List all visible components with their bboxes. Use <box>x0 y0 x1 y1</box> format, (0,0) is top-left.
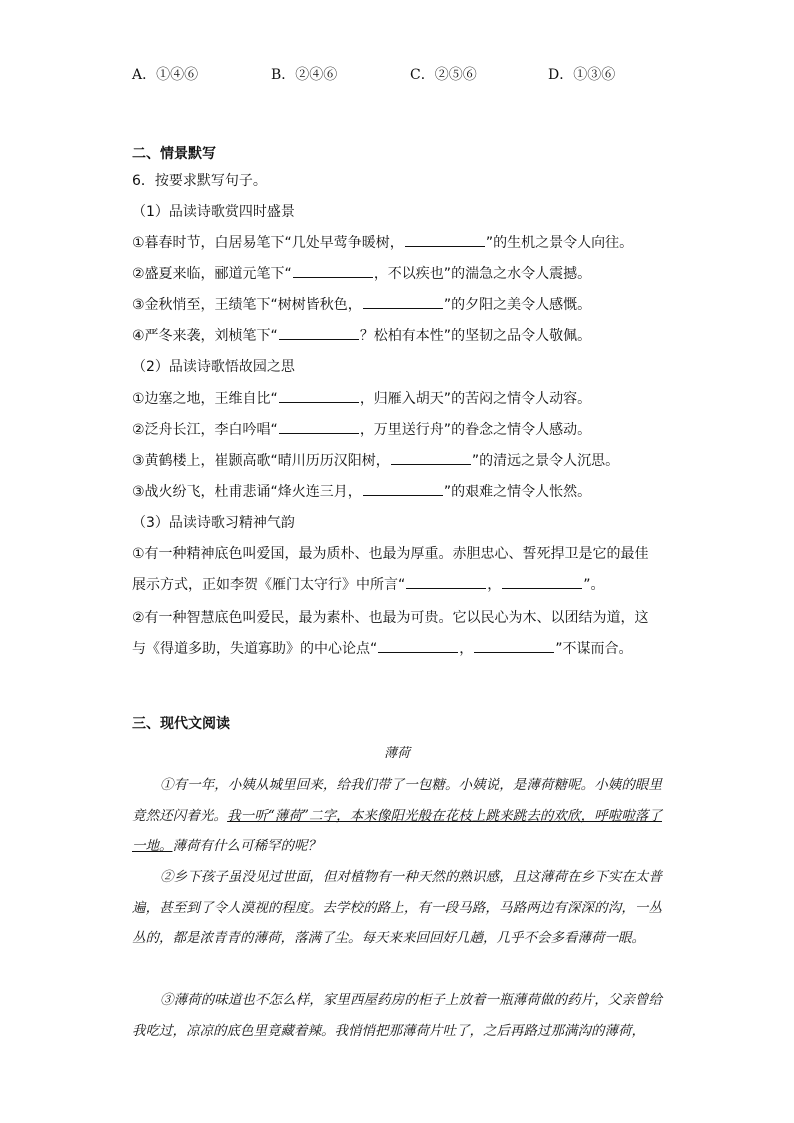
answer-blank <box>391 452 471 465</box>
dictation-line: ①边塞之地，王维自比“ ，归雁入胡天”的苦闷之情令人动容。 <box>132 391 592 407</box>
article-paragraph-2: ②乡下孩子虽没见过世面，但对植物有一种天然的熟识感，且这薄荷在乡下实在太普遍，甚至到了令人漠视的程度。去学校的路上，有一段马路，马路两边有深深的沟，一丛丛的，都是浓青青的薄荷，落满了尘。每天来来回回好几趟，几乎不会多看薄荷一眼。 <box>132 869 662 946</box>
dictation-line: ③战火纷飞，杜甫悲诵“烽火连三月， ”的艰难之情令人怅然。 <box>132 484 592 500</box>
dictation-line: ②泛舟长江，李白吟唱“ ，万里送行舟”的眷念之情令人感动。 <box>132 422 592 438</box>
dictation-line: ②有一种智慧底色叫爱民，最为素朴、也最为可贵。它以民心为木、以团结为道，这 <box>132 610 649 626</box>
section-title-dictation: 二、情景默写 <box>132 146 216 162</box>
dictation-line: ④严冬来袭，刘桢笔下“ ？松柏有本性”的坚韧之品令人敬佩。 <box>132 328 592 344</box>
article-paragraph-3: ③薄荷的味道也不怎么样，家里西屋药房的柜子上放着一瓶薄荷做的药片，父亲曾给我吃过，凉凉的底色里竟藏着辣。我悄悄把那薄荷片吐了，之后再路过那满沟的薄荷， <box>132 992 662 1039</box>
question-6: 6．按要求默写句子。 <box>132 173 267 189</box>
dictation-line: ①暮春时节，白居易笔下“几处早莺争暖树， ”的生机之景令人向往。 <box>132 235 634 251</box>
answer-blank <box>502 576 582 589</box>
dictation-line: ③金秋悄至，王绩笔下“树树皆秋色， ”的夕阳之美令人感慨。 <box>132 297 592 313</box>
answer-blank <box>279 421 359 434</box>
answer-blank <box>378 640 458 653</box>
option-b: B．②④⑥ <box>271 67 338 83</box>
answer-blank <box>279 390 359 403</box>
answer-blank <box>474 640 554 653</box>
dictation-line: ③黄鹤楼上，崔颢高歌“晴川历历汉阳树， ”的清远之景令人沉思。 <box>132 453 620 469</box>
subheading-2: （2）品读诗歌悟故园之思 <box>132 359 295 375</box>
dictation-line: 展示方式，正如李贺《雁门太守行》中所言“ ， ”。 <box>132 577 605 593</box>
article-title: 薄荷 <box>383 746 410 761</box>
answer-blank <box>405 234 485 247</box>
subheading-1: （1）品读诗歌赏四时盛景 <box>132 204 295 220</box>
section-title-reading: 三、现代文阅读 <box>132 716 230 732</box>
answer-blank <box>363 483 443 496</box>
answer-blank <box>293 265 373 278</box>
dictation-line: ①有一种精神底色叫爱国，最为质朴、也最为厚重。赤胆忠心、誓死捍卫是它的最佳 <box>132 546 649 562</box>
answer-blank <box>363 296 443 309</box>
dictation-line: 与《得道多助，失道寡助》的中心论点“ ， ”不谋而合。 <box>132 641 633 657</box>
answer-blank <box>406 576 486 589</box>
answer-blank <box>279 327 359 340</box>
dictation-line: ②盛夏来临，郦道元笔下“ ，不以疾也”的湍急之水令人震撼。 <box>132 266 592 282</box>
option-d: D．①③⑥ <box>548 67 616 83</box>
article-paragraph-1: ①有一年，小姨从城里回来，给我们带了一包糖。小姨说，是薄荷糖呢。小姨的眼里竟然还闪着光。我一听“薄荷”二字，本来像阳光般在花枝上跳来跳去的欢欣，呼啦啦落了一地。薄荷有什么可稀罕的呢？ <box>132 777 662 854</box>
subheading-3: （3）品读诗歌习精神气韵 <box>132 515 295 531</box>
underlined-sentence: 我一听“薄荷”二字，本来像阳光般在花枝上跳来跳去的欢欣，呼啦啦落了一地。 <box>132 807 662 854</box>
option-c: C．②⑤⑥ <box>410 67 477 83</box>
option-a: A．①④⑥ <box>132 67 199 83</box>
